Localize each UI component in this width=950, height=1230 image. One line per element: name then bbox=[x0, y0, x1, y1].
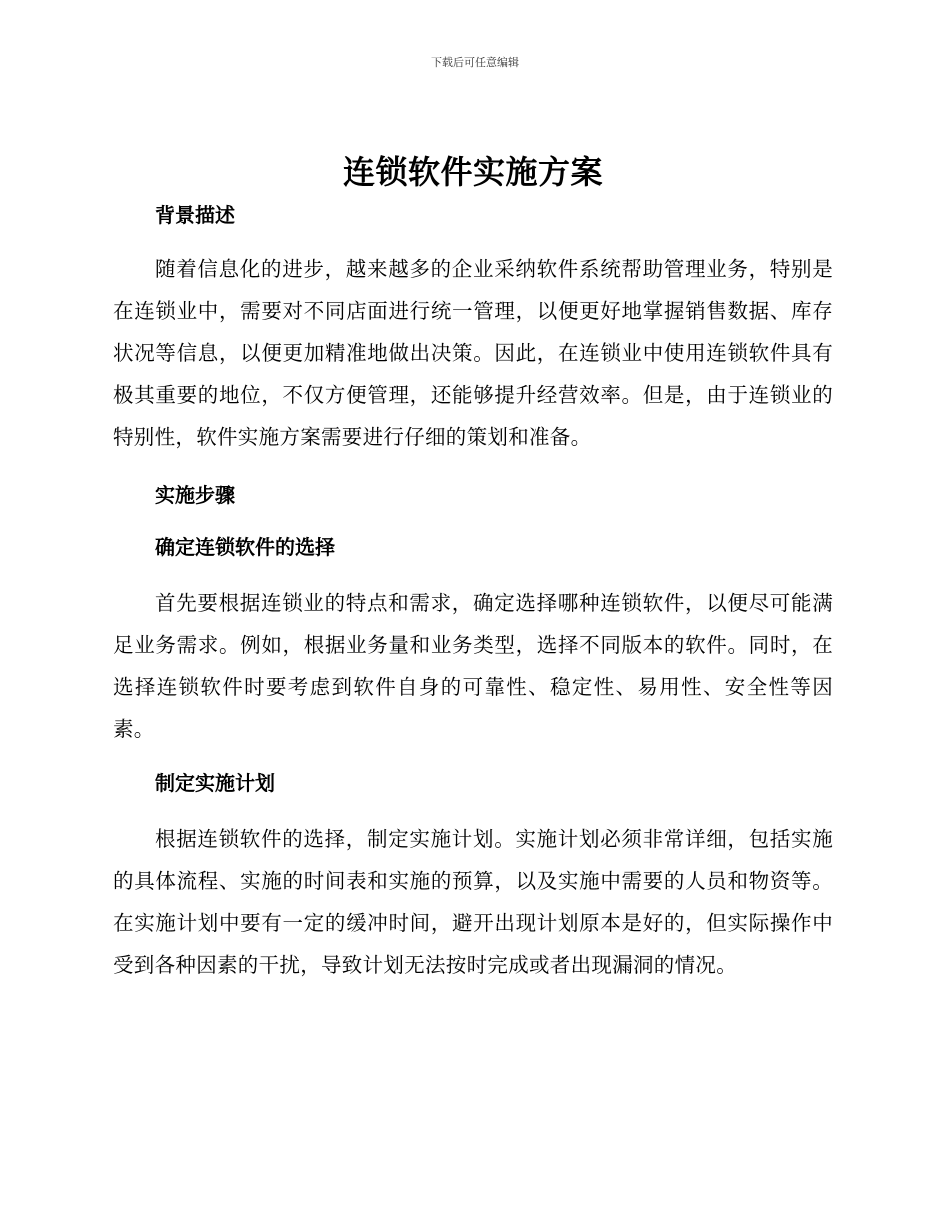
document-content bbox=[113, 148, 833, 986]
section-heading-software-selection: 确定连锁软件的选择 bbox=[155, 535, 335, 559]
paragraph-implementation-plan: 根据连锁软件的选择，制定实施计划。实施计划必须非常详细，包括实施的具体流程、实施的时间表和实施的预算，以及实施中需要的人员和物资等。在实施计划中要有一定的缓冲时间，避开出现计划原本是好的，但实际操作中受到各种因素的干扰，导致计划无法按时完成或者出现漏洞的情况。 bbox=[113, 827, 833, 977]
header-note: 下载后可任意编辑 bbox=[431, 56, 519, 69]
paragraph-background: 随着信息化的进步，越来越多的企业采纳软件系统帮助管理业务，特别是在连锁业中，需要对不同店面进行统一管理，以便更好地掌握销售数据、库存状况等信息，以便更加精准地做出决策。因此，在连锁业中使用连锁软件具有极其重要的地位，不仅方便管理，还能够提升经营效率。但是，由于连锁业的特别性，软件实施方案需要进行仔细的策划和准备。 bbox=[113, 257, 833, 449]
document-title: 连锁软件实施方案 bbox=[342, 153, 603, 191]
section-heading-implementation-plan: 制定实施计划 bbox=[155, 771, 275, 795]
paragraph-software-selection: 首先要根据连锁业的特点和需求，确定选择哪种连锁软件，以便尽可能满足业务需求。例如，根据业务量和业务类型，选择不同版本的软件。同时，在选择连锁软件时要考虑到软件自身的可靠性、稳定性、易用性、安全性等因素。 bbox=[113, 591, 833, 741]
section-heading-background: 背景描述 bbox=[155, 203, 235, 227]
section-heading-steps: 实施步骤 bbox=[155, 483, 235, 507]
